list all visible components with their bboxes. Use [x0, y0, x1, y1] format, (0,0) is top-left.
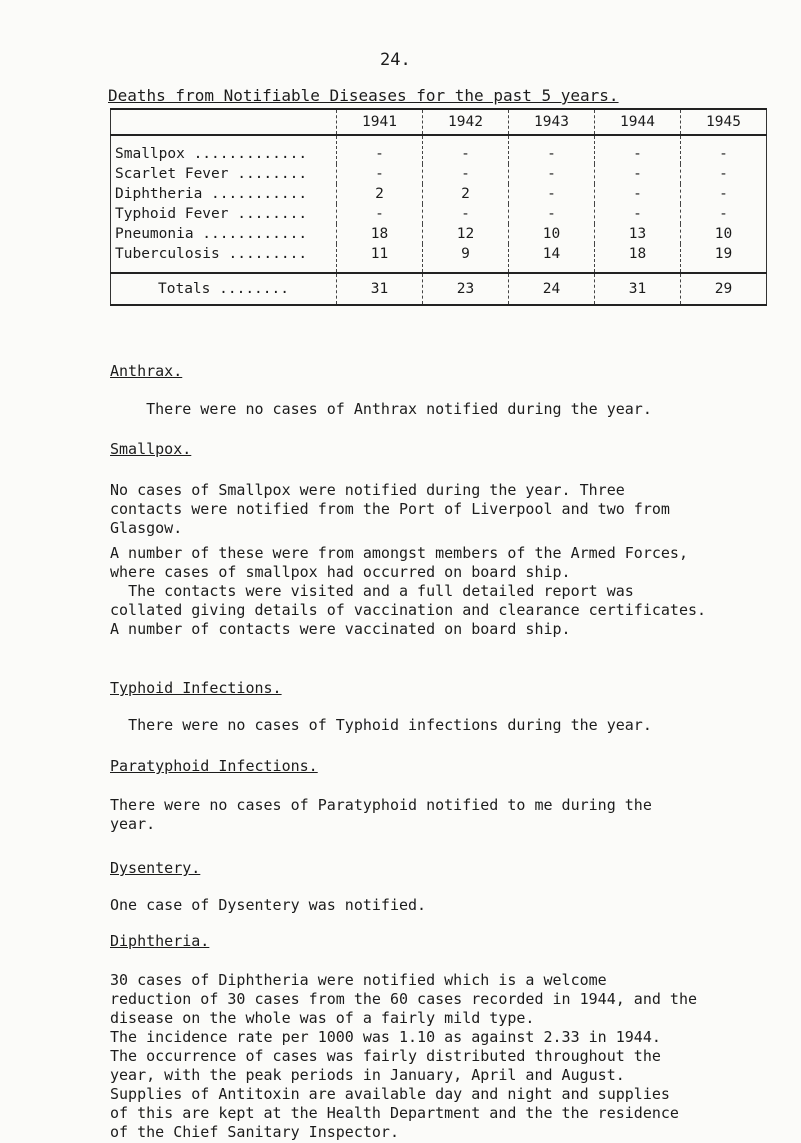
- row-label: Smallpox .............: [111, 135, 337, 164]
- section-paratyphoid: [110, 757, 770, 834]
- row-label: Pneumonia ............: [111, 224, 337, 244]
- section-paragraph: One case of Dysentery was notified.: [110, 896, 427, 914]
- header-year: 1943: [509, 109, 595, 135]
- row-label: Scarlet Fever ........: [111, 164, 337, 184]
- total-value: 29: [681, 273, 767, 305]
- cell-value: 10: [681, 224, 767, 244]
- cell-value: -: [595, 135, 681, 164]
- cell-value: 11: [337, 244, 423, 273]
- cell-value: 9: [423, 244, 509, 273]
- cell-value: -: [595, 164, 681, 184]
- table-row: [111, 135, 767, 164]
- table-row: [111, 244, 767, 273]
- cell-value: -: [681, 204, 767, 224]
- cell-value: -: [337, 204, 423, 224]
- section-paragraph: There were no cases of Anthrax notified during the year.: [110, 400, 652, 418]
- header-year: 1944: [595, 109, 681, 135]
- cell-value: -: [423, 135, 509, 164]
- total-value: 23: [423, 273, 509, 305]
- section-paragraph: There were no cases of Paratyphoid notified to me during the year.: [110, 796, 652, 833]
- cell-value: -: [423, 204, 509, 224]
- totals-row: [111, 273, 767, 305]
- cell-value: 18: [337, 224, 423, 244]
- cell-value: -: [337, 135, 423, 164]
- cell-value: 10: [509, 224, 595, 244]
- table-title-text: Deaths from Notifiable Diseases for the past 5 years.: [108, 86, 619, 105]
- cell-value: -: [595, 184, 681, 204]
- cell-value: 2: [337, 184, 423, 204]
- section-heading: Dysentery.: [110, 859, 201, 877]
- header-year: 1941: [337, 109, 423, 135]
- header-year: 1945: [681, 109, 767, 135]
- section-heading: Smallpox.: [110, 440, 192, 458]
- section-typhoid: [110, 679, 770, 735]
- section-heading: Anthrax.: [110, 362, 183, 380]
- cell-value: 12: [423, 224, 509, 244]
- table-title: [108, 86, 619, 105]
- section-heading: Diphtheria.: [110, 932, 210, 950]
- cell-value: -: [509, 135, 595, 164]
- section-paragraph: 30 cases of Diphtheria were notified which is a welcome reduction of 30 cases from the 60 cases recorded in 1944, and the disease on the whole was of a fairly mild type. The incidence rate per 1000 was 1.10 as against 2.33 in 1944. The occurrence of cases was fairly distributed throughout the year, with the peak periods in January, April and August. Supplies of Antitoxin are available day and night and supplies of this are kept at the Health Department and the the residence of the Chief Sanitary Inspector.: [110, 971, 697, 1141]
- table-row: [111, 204, 767, 224]
- cell-value: 19: [681, 244, 767, 273]
- section-paragraph: There were no cases of Typhoid infections during the year.: [110, 716, 652, 734]
- row-label: Typhoid Fever ........: [111, 204, 337, 224]
- section-heading: Typhoid Infections.: [110, 679, 282, 697]
- section-heading: Paratyphoid Infections.: [110, 757, 318, 775]
- cell-value: 13: [595, 224, 681, 244]
- cell-value: -: [509, 164, 595, 184]
- cell-value: 2: [423, 184, 509, 204]
- row-label: Diphtheria ...........: [111, 184, 337, 204]
- table-row: [111, 164, 767, 184]
- section-paragraph: A number of these were from amongst members of the Armed Forces, where cases of smallpox had occurred on board ship. The contacts were visited and a full detailed report was collated giving details of vaccination and clearance certificates. A number of contacts were vaccinated on board ship.: [110, 544, 707, 638]
- total-value: 24: [509, 273, 595, 305]
- cell-value: -: [681, 184, 767, 204]
- table-row: [111, 184, 767, 204]
- table-header-row: [111, 109, 767, 135]
- row-label: Tuberculosis .........: [111, 244, 337, 273]
- section-diphtheria: [110, 932, 770, 1142]
- cell-value: -: [595, 204, 681, 224]
- deaths-table: [110, 108, 767, 306]
- section-dysentery: [110, 859, 770, 915]
- section-smallpox: [110, 440, 770, 639]
- total-value: 31: [337, 273, 423, 305]
- total-value: 31: [595, 273, 681, 305]
- section-anthrax: [110, 362, 770, 419]
- cell-value: -: [509, 184, 595, 204]
- totals-label: Totals ........: [111, 273, 337, 305]
- section-paragraph: No cases of Smallpox were notified during the year. Three contacts were notified from the Port of Liverpool and two from Glasgow.: [110, 481, 670, 537]
- cell-value: -: [509, 204, 595, 224]
- cell-value: 18: [595, 244, 681, 273]
- table-row: [111, 224, 767, 244]
- cell-value: 14: [509, 244, 595, 273]
- header-year: 1942: [423, 109, 509, 135]
- page-number: 24.: [380, 50, 411, 70]
- header-corner: [111, 109, 337, 135]
- cell-value: -: [681, 164, 767, 184]
- cell-value: -: [337, 164, 423, 184]
- cell-value: -: [423, 164, 509, 184]
- cell-value: -: [681, 135, 767, 164]
